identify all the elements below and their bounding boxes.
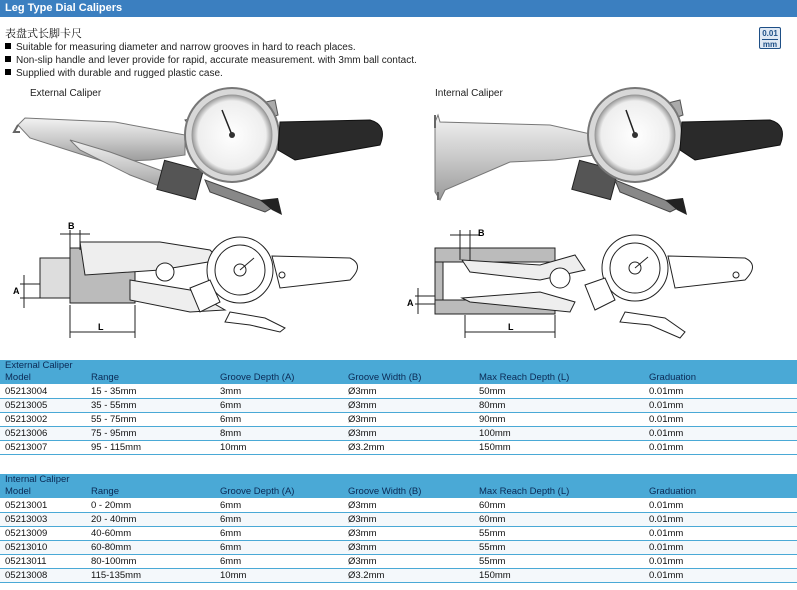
table-row (0, 427, 797, 441)
table-cell: 6mm (220, 542, 242, 553)
table-cell: 0.01mm (649, 542, 684, 553)
table-row (0, 441, 797, 455)
table-row (0, 413, 797, 427)
table-cell: 05213003 (5, 514, 48, 525)
table-cell: 05213004 (5, 386, 48, 397)
table-cell: 60mm (479, 500, 506, 511)
table-cell: Ø3mm (348, 500, 377, 511)
table-cell: Ø3mm (348, 514, 377, 525)
table-cell: Ø3mm (348, 414, 377, 425)
table-cell: 0.01mm (649, 556, 684, 567)
table-cell: 95 - 115mm (91, 442, 141, 453)
col-graduation: Graduation (649, 486, 697, 497)
col-max-reach: Max Reach Depth (L) (479, 372, 570, 383)
table-cell: 05213005 (5, 400, 48, 411)
chinese-title: 表盘式长脚卡尺 (5, 27, 82, 40)
table-cell: 6mm (220, 400, 242, 411)
table-cell: 150mm (479, 442, 511, 453)
col-groove-width: Groove Width (B) (348, 486, 422, 497)
feature-item: Suitable for measuring diameter and narrow grooves in hard to reach places. (5, 41, 417, 54)
table-row (0, 385, 797, 399)
table-cell: 0.01mm (649, 514, 684, 525)
external-section-title: External Caliper (5, 360, 73, 371)
table-cell: Ø3.2mm (348, 570, 385, 581)
page-title: Leg Type Dial Calipers (0, 0, 797, 17)
table-cell: Ø3mm (348, 386, 377, 397)
table-row (0, 555, 797, 569)
table-cell: 05213006 (5, 428, 48, 439)
table-cell: Ø3mm (348, 528, 377, 539)
table-cell: 0.01mm (649, 528, 684, 539)
table-row (0, 569, 797, 583)
table-cell: 3mm (220, 386, 242, 397)
dim-a-label: A (13, 286, 20, 296)
bullet-square-icon (5, 69, 11, 75)
col-groove-depth: Groove Depth (A) (220, 372, 295, 383)
table-cell: 0.01mm (649, 400, 684, 411)
table-cell: 40-60mm (91, 528, 132, 539)
table-cell: 05213002 (5, 414, 48, 425)
table-cell: 80mm (479, 400, 506, 411)
dim-l-label: L (98, 322, 104, 332)
table-cell: 55mm (479, 528, 506, 539)
col-model: Model (5, 486, 31, 497)
external-table-header (0, 360, 797, 384)
internal-caliper-label: Internal Caliper (435, 88, 503, 99)
feature-list (5, 41, 417, 80)
table-cell: 0.01mm (649, 428, 684, 439)
col-range: Range (91, 486, 119, 497)
feature-item: Supplied with durable and rugged plastic case. (5, 67, 417, 80)
table-cell: 0 - 20mm (91, 500, 132, 511)
table-cell: 75 - 95mm (91, 428, 137, 439)
table-row (0, 527, 797, 541)
table-cell: 150mm (479, 570, 511, 581)
table-row (0, 513, 797, 527)
col-graduation: Graduation (649, 372, 697, 383)
dim-b-label: B (68, 221, 75, 231)
table-cell: Ø3mm (348, 556, 377, 567)
column-header-row (0, 486, 797, 498)
table-cell: 50mm (479, 386, 506, 397)
table-row (0, 541, 797, 555)
table-cell: 8mm (220, 428, 242, 439)
table-cell: 6mm (220, 500, 242, 511)
col-model: Model (5, 372, 31, 383)
col-groove-width: Groove Width (B) (348, 372, 422, 383)
table-cell: Ø3mm (348, 400, 377, 411)
bullet-square-icon (5, 56, 11, 62)
table-cell: 0.01mm (649, 570, 684, 581)
table-cell: Ø3mm (348, 428, 377, 439)
table-cell: 55 - 75mm (91, 414, 137, 425)
table-cell: 6mm (220, 556, 242, 567)
external-table-body (0, 385, 797, 455)
bullet-square-icon (5, 43, 11, 49)
internal-caliper-photo (430, 80, 790, 215)
table-cell: 80-100mm (91, 556, 137, 567)
table-cell: Ø3.2mm (348, 442, 385, 453)
table-cell: 20 - 40mm (91, 514, 137, 525)
internal-table-header (0, 474, 797, 498)
table-row (0, 399, 797, 413)
col-range: Range (91, 372, 119, 383)
table-row (0, 499, 797, 513)
table-cell: 05213009 (5, 528, 48, 539)
table-cell: 10mm (220, 442, 247, 453)
table-cell: 05213011 (5, 556, 47, 567)
table-cell: Ø3mm (348, 542, 377, 553)
internal-table-body (0, 499, 797, 583)
internal-section-title: Internal Caliper (5, 474, 70, 485)
table-cell: 0.01mm (649, 442, 684, 453)
internal-caliper-drawing (400, 220, 790, 350)
external-caliper-photo (10, 80, 395, 215)
dim-l-label: L (508, 322, 514, 332)
table-cell: 05213007 (5, 442, 48, 453)
table-cell: 05213001 (5, 500, 48, 511)
table-cell: 6mm (220, 414, 242, 425)
external-caliper-label: External Caliper (30, 88, 102, 99)
table-cell: 60mm (479, 514, 506, 525)
table-cell: 10mm (220, 570, 247, 581)
col-max-reach: Max Reach Depth (L) (479, 486, 570, 497)
table-cell: 6mm (220, 514, 242, 525)
external-caliper-drawing (10, 220, 395, 350)
table-cell: 0.01mm (649, 500, 684, 511)
dim-a-label: A (407, 298, 414, 308)
table-cell: 55mm (479, 556, 506, 567)
table-cell: 05213010 (5, 542, 48, 553)
column-header-row (0, 372, 797, 384)
table-cell: 6mm (220, 528, 242, 539)
table-cell: 115-135mm (91, 570, 141, 581)
col-groove-depth: Groove Depth (A) (220, 486, 295, 497)
table-cell: 100mm (479, 428, 511, 439)
graduation-badge: 0.01 mm (759, 27, 781, 49)
table-cell: 0.01mm (649, 386, 684, 397)
table-cell: 90mm (479, 414, 506, 425)
table-cell: 0.01mm (649, 414, 684, 425)
feature-item: Non-slip handle and lever provide for rapid, accurate measurement. with 3mm ball contact. (5, 54, 417, 67)
table-cell: 35 - 55mm (91, 400, 137, 411)
dim-b-label: B (478, 228, 485, 238)
table-cell: 55mm (479, 542, 506, 553)
table-cell: 15 - 35mm (91, 386, 137, 397)
table-cell: 05213008 (5, 570, 48, 581)
table-cell: 60-80mm (91, 542, 132, 553)
